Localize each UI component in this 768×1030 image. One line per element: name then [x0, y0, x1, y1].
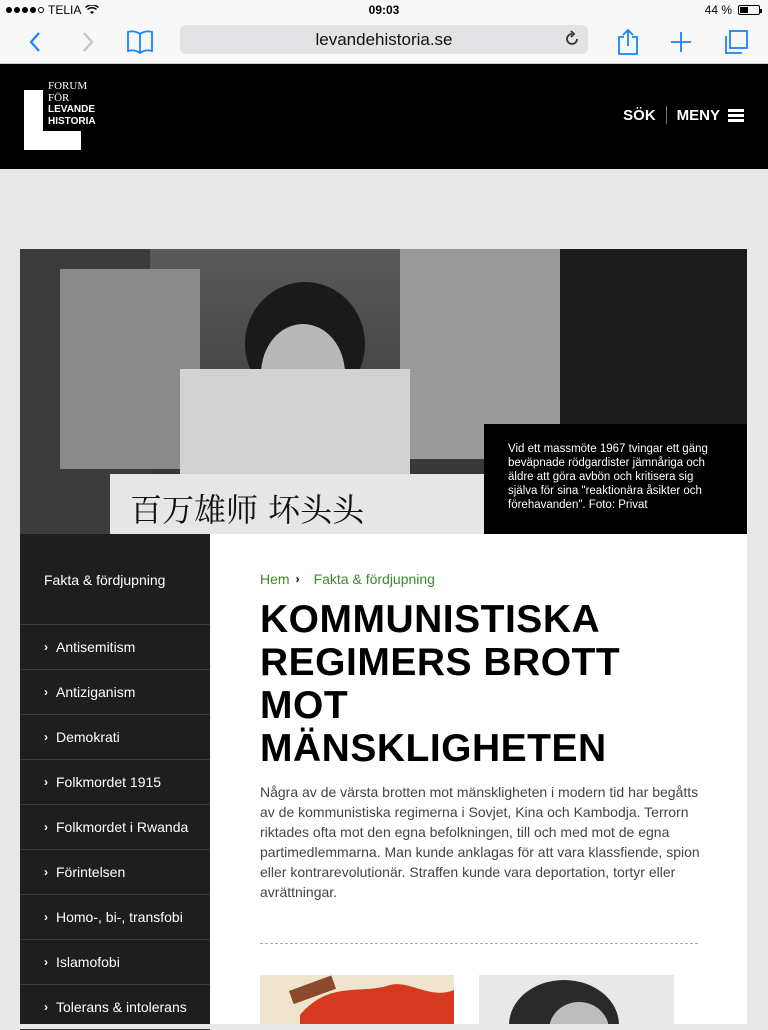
forward-icon: [81, 31, 95, 53]
sidebar-item-antisemitism[interactable]: › Antisemitism: [20, 625, 210, 670]
browser-toolbar: [0, 20, 768, 64]
share-button[interactable]: [612, 26, 644, 58]
menu-button[interactable]: [677, 107, 744, 124]
sidebar-item-homo-bi-transfobi[interactable]: › Homo-, bi-, transfobi: [20, 895, 210, 940]
sidebar-item-demokrati[interactable]: › Demokrati: [20, 715, 210, 760]
hero-caption: Vid ett massmöte 1967 tvingar ett gäng beväpnade rödgardister jämnåriga och äldre att göra avbön och kritisera sig själva för sina "reaktionära åsikter och förehavanden". Foto: Privat: [484, 424, 747, 534]
header-actions: [623, 106, 744, 124]
chevron-right-icon: ›: [44, 820, 48, 834]
reload-icon: [564, 30, 580, 48]
chevron-right-icon: ›: [44, 775, 48, 789]
article-content: [210, 534, 747, 1024]
breadcrumb-home-link[interactable]: Hem: [260, 571, 290, 587]
chevron-right-icon: ›: [44, 685, 48, 699]
chevron-right-icon: ›: [44, 910, 48, 924]
sidebar-title[interactable]: Fakta & fördjupning: [20, 534, 210, 625]
article-lead: Några av de värsta brotten mot mänskligheten i modern tid har begåtts av de kommunistiska regimerna i Sovjet, Kina och Kambodja. Terrorn riktades ofta mot den egna befolkningen, till och med mot de egna partimedlemmarna. Man kunde anklagas för att vara klassfiende, spion eller kontrarevolutionär. Straffen kunde vara deportation, tortyr eller avrättningar.: [260, 784, 700, 900]
tabs-icon: [723, 29, 749, 55]
chevron-right-icon: ›: [44, 955, 48, 969]
share-icon: [617, 28, 639, 56]
breadcrumb-section-link[interactable]: Fakta & fördjupning: [313, 571, 435, 587]
breadcrumb: [260, 571, 435, 587]
article-thumbnail[interactable]: [260, 975, 454, 1024]
chevron-right-icon: ›: [44, 640, 48, 654]
battery-status: [705, 3, 760, 17]
menu-label: MENY: [676, 106, 720, 124]
sidebar-item-folkmordet-rwanda[interactable]: › Folkmordet i Rwanda: [20, 805, 210, 850]
chevron-right-icon: ›: [44, 730, 48, 744]
tabs-button[interactable]: [720, 26, 752, 58]
chevron-right-icon: ›: [44, 1000, 48, 1014]
hero-image: [20, 249, 747, 534]
new-tab-icon: [669, 30, 693, 54]
logo-text: FORUM FÖR LEVANDE HISTORIA: [48, 80, 96, 127]
carrier-label: TELIA: [48, 3, 82, 17]
forward-button[interactable]: [72, 26, 104, 58]
article-thumbnail[interactable]: [479, 975, 674, 1024]
reload-button[interactable]: [564, 30, 580, 53]
sidebar-item-tolerans[interactable]: › Tolerans & intolerans: [20, 985, 210, 1030]
header-divider: [666, 106, 667, 124]
address-bar[interactable]: [180, 25, 588, 54]
sidebar-item-antiziganism[interactable]: › Antiziganism: [20, 670, 210, 715]
sidebar-item-forintelsen[interactable]: › Förintelsen: [20, 850, 210, 895]
battery-icon: [738, 5, 760, 15]
page-title: KOMMUNISTISKA REGIMERS BROTT MOT MÄNSKLIGHETEN: [260, 598, 621, 770]
sidebar-item-islamofobi[interactable]: › Islamofobi: [20, 940, 210, 985]
search-link[interactable]: SÖK: [623, 106, 656, 124]
sidebar-item-folkmordet-1915[interactable]: › Folkmordet 1915: [20, 760, 210, 805]
back-button[interactable]: [19, 26, 51, 58]
chevron-right-icon: ›: [44, 865, 48, 879]
chevron-right-icon: ›: [295, 572, 300, 586]
bookmarks-button[interactable]: [124, 26, 156, 58]
new-tab-button[interactable]: [665, 26, 697, 58]
sidebar: [20, 534, 210, 1024]
clock: 09:03: [368, 3, 400, 17]
bookmarks-icon: [126, 30, 154, 54]
url-text: levandehistoria.se: [315, 29, 453, 49]
svg-text:百万雄师 坏头头: 百万雄师 坏头头: [130, 491, 365, 529]
section-divider: [260, 943, 698, 944]
battery-percent: 44 %: [704, 3, 732, 17]
site-logo[interactable]: [24, 80, 114, 152]
status-bar: [0, 0, 768, 20]
back-icon: [28, 31, 42, 53]
site-header: [0, 64, 768, 169]
hamburger-icon: [728, 109, 744, 122]
